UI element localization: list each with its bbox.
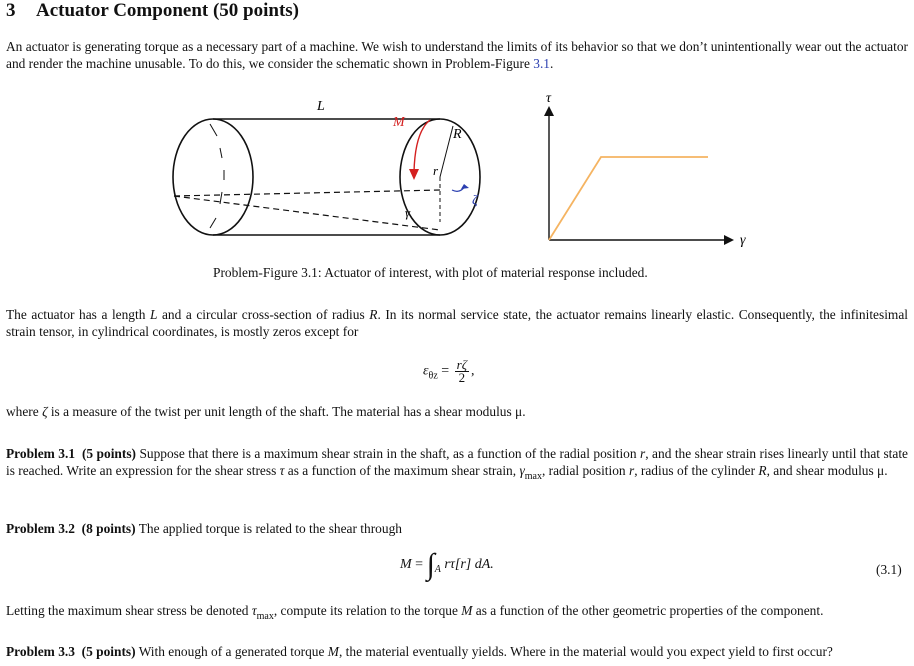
plot-gamma-label: γ: [740, 233, 746, 248]
section-title: Actuator Component (50 points): [36, 0, 300, 21]
plot-x-arrow: [724, 235, 734, 245]
shear-dashed-line: [174, 196, 440, 230]
plot-y-arrow: [544, 106, 554, 116]
problem-3-1: Problem 3.1 (5 points) Suppose that there is a maximum shear strain in the shaft, as a function of the radial position r, and the shear strain rises linearly until that state is reached. Write an expression for the shear stress τ as a function of the maximum shear strain, $\gamma_{max}$, radial position r, radius of the cylinder R, and shear modulus μ.: [6, 446, 908, 482]
plot-tau-label: τ: [546, 92, 552, 106]
cylinder-left-end: [173, 119, 253, 235]
strain-equation: $\varepsilon_{\theta z}$ = $\frac{r\zeta}{2}$ ,: [423, 357, 475, 385]
label-r: r: [433, 163, 439, 178]
problem-3-1-heading: Problem 3.1: [6, 446, 76, 461]
torque-equation: $M = \int_A$ rτ[r] dA.: [400, 548, 494, 581]
label-moment: M: [393, 115, 405, 130]
left-end-mark: [210, 218, 216, 228]
radius-line: [440, 126, 453, 177]
label-gamma: γ: [405, 205, 411, 220]
figure-reference-link[interactable]: 3.1: [533, 56, 550, 71]
intro-paragraph: [6, 38, 908, 72]
intro-end: .: [550, 56, 554, 71]
zeta-arrow-head: [461, 184, 469, 189]
problem-3-2-heading: Problem 3.2: [6, 521, 75, 536]
left-end-mark: [220, 148, 222, 158]
strain-fraction: $\frac{r\zeta}{2}$: [456, 357, 467, 385]
equation-number: (3.1): [876, 562, 902, 577]
section-heading: [6, 0, 299, 22]
section-number: 3: [6, 0, 16, 21]
problem-3-3: Problem 3.3 (5 points) With enough of a generated torque M, the material eventually yields. Where in the material would you expect yield to first occur?: [6, 644, 833, 659]
problem-3-3-heading: Problem 3.3: [6, 644, 75, 659]
problem-3-2: Problem 3.2 (8 points) The applied torque is related to the shear through: [6, 521, 402, 536]
label-zeta: ζ: [472, 193, 478, 208]
label-radius: R: [453, 127, 462, 142]
actuator-figure: [160, 92, 760, 257]
paragraph-twist: where ζ is a measure of the twist per unit length of the shaft. The material has a shear modulus μ.: [6, 404, 526, 419]
left-end-mark: [220, 192, 222, 204]
moment-arc: [414, 120, 430, 172]
figure-caption: Problem-Figure 3.1: Actuator of interest, with plot of material response included.: [213, 265, 648, 280]
paragraph-strain: The actuator has a length L and a circular cross-section of radius R. In its normal service state, the actuator remains linearly elastic. Consequently, the infinitesimal strain tensor, in cylindrical coordinates, is mostly zeros except for: [6, 307, 908, 339]
moment-arrow-head: [409, 169, 419, 180]
intro-text: An actuator is generating torque as a necessary part of a machine. We wish to understand the limits of its behavior so that we don’t unintentionally wear out the actuator and render the machine unusable. To do this, we consider the schematic shown in Problem-Figure: [6, 39, 908, 71]
material-response-curve: [549, 157, 708, 240]
axis-dashed-line: [174, 190, 440, 196]
label-length: L: [317, 99, 325, 114]
left-end-mark: [210, 124, 217, 136]
paragraph-max-shear: Letting the maximum shear stress be denoted $\tau_{max}$, compute its relation to the torque M as a function of the other geometric properties of the component.: [6, 603, 824, 622]
